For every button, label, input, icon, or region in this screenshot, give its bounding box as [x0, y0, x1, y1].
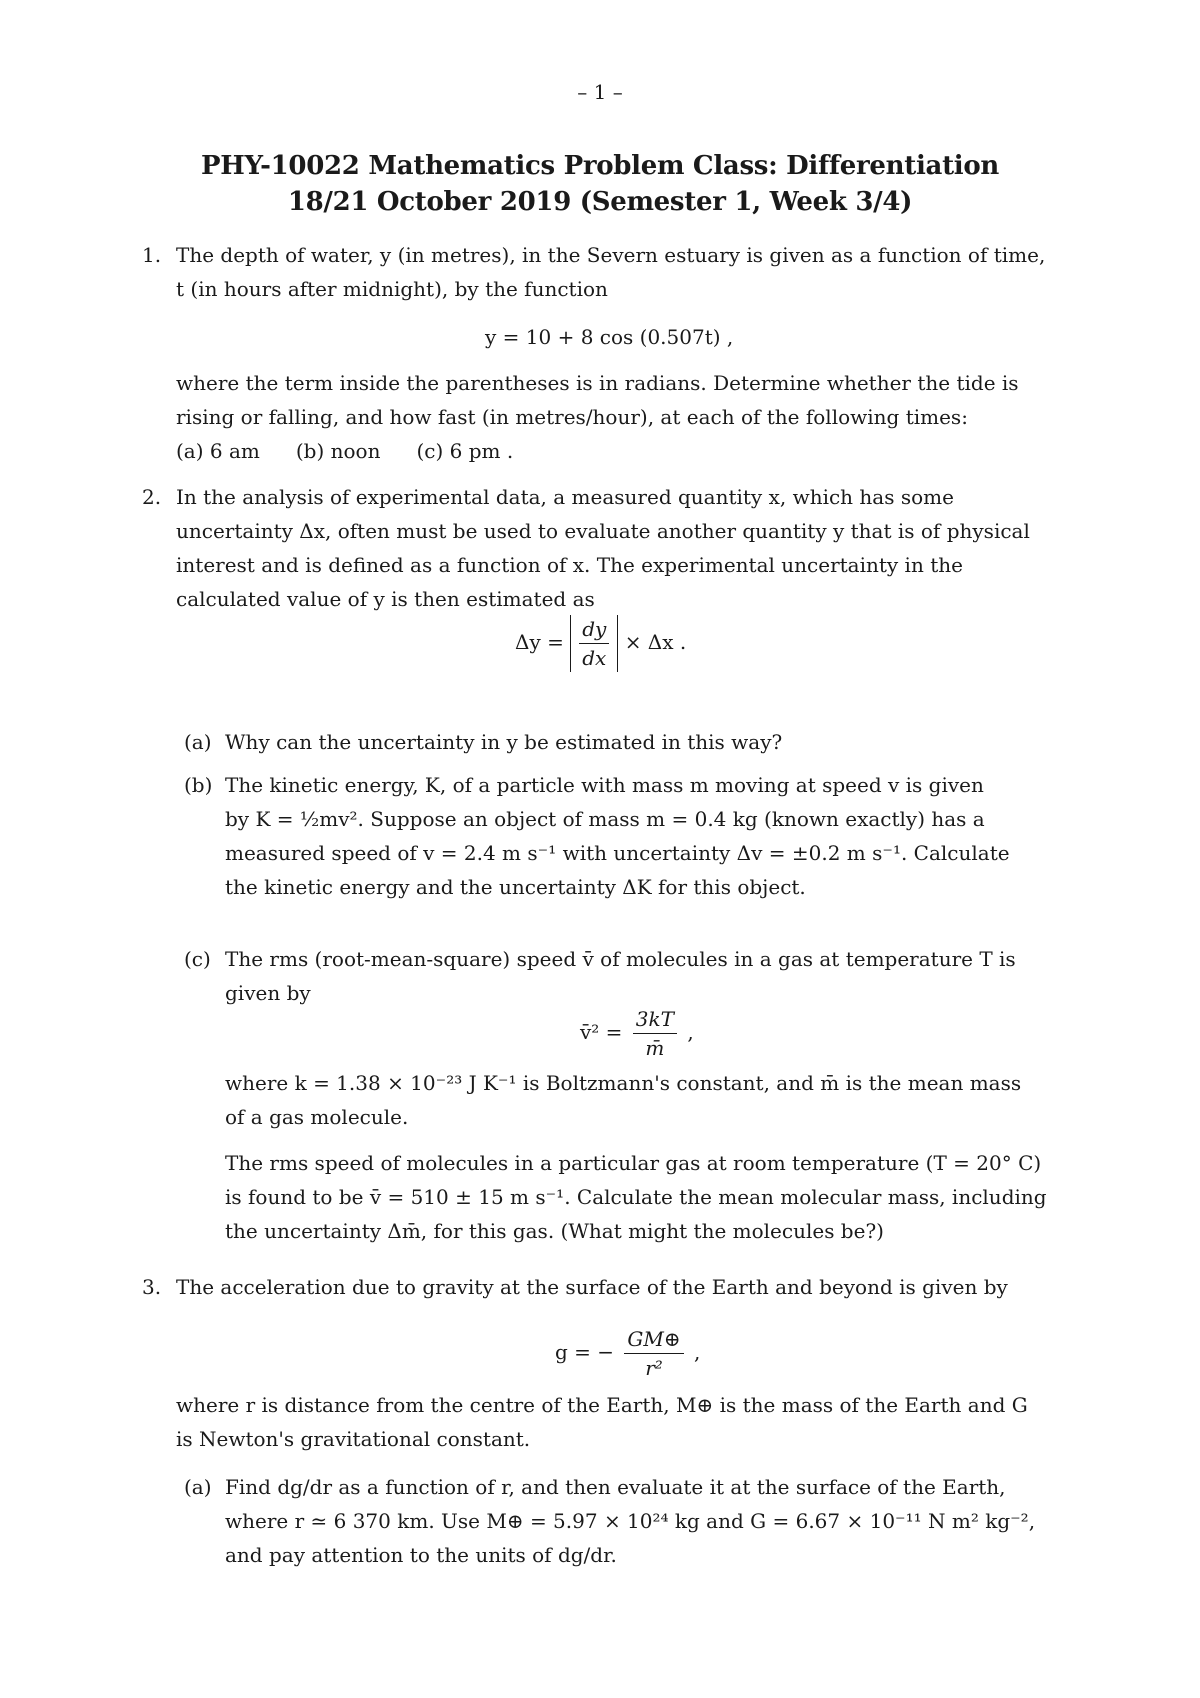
q2c-text: [225, 942, 1075, 1010]
q3-eq-lhs: g = −: [555, 1340, 615, 1364]
q2-equation: [515, 615, 686, 672]
q2c-line-2: given by: [225, 981, 311, 1005]
q2c-eq-fraction: [633, 1005, 677, 1062]
q3-eq-fraction: [624, 1325, 683, 1382]
q2c-line-6: is found to be v̄ = 510 ± 15 m s⁻¹. Calculate the mean molecular mass, including: [225, 1185, 1047, 1209]
q2c-line-7: the uncertainty Δm̄, for this gas. (What might the molecules be?): [225, 1219, 884, 1243]
q2-eq-fraction: [579, 615, 609, 672]
q2c-line-3: where k = 1.38 × 10⁻²³ J K⁻¹ is Boltzmann's constant, and m̄ is the mean mass: [225, 1071, 1022, 1095]
q3a-line-3: and pay attention to the units of dg/dr.: [225, 1543, 617, 1567]
q2a-label: (a): [184, 730, 212, 754]
q2-eq-denominator: dx: [582, 646, 607, 670]
q2b-text: [225, 768, 1075, 904]
q1-times: [176, 434, 1076, 468]
q1-time-a: (a) 6 am: [176, 439, 260, 463]
q1-line-3: where the term inside the parentheses is in radians. Determine whether the tide is: [176, 371, 1019, 395]
q2-eq-rhs: × Δx .: [624, 630, 687, 654]
q2b-line-3: measured speed of v = 2.4 m s⁻¹ with uncertainty Δv = ±0.2 m s⁻¹. Calculate: [225, 841, 1010, 865]
q1-line-1: The depth of water, y (in metres), in the Severn estuary is given as a function of time,: [176, 243, 1046, 267]
q2b-line-4: the kinetic energy and the uncertainty ΔK for this object.: [225, 875, 806, 899]
q1-time-c: (c) 6 pm .: [416, 439, 514, 463]
q3a-line-1: Find dg/dr as a function of r, and then evaluate it at the surface of the Earth,: [225, 1475, 1006, 1499]
q2c-eq-numerator: 3kT: [633, 1005, 677, 1034]
q2b-line-1: The kinetic energy, K, of a particle with mass m moving at speed v is given: [225, 773, 984, 797]
title-line-2: 18/21 October 2019 (Semester 1, Week 3/4): [287, 187, 913, 217]
q3a-text: [225, 1470, 1075, 1572]
q2c-line-1: The rms (root-mean-square) speed v̄ of molecules in a gas at temperature T is: [225, 947, 1016, 971]
q1-equation: y = 10 + 8 cos (0.507t) ,: [485, 325, 734, 349]
q1-line-2: t (in hours after midnight), by the function: [176, 277, 608, 301]
q2-line-3: interest and is defined as a function of x. The experimental uncertainty in the: [176, 553, 963, 577]
q3-equation: [555, 1325, 700, 1382]
question-3-text-cont: [176, 1388, 1076, 1456]
question-3-number: 3.: [142, 1275, 162, 1299]
question-1-text: [176, 238, 1076, 306]
q2-eq-lhs: Δy =: [515, 630, 564, 654]
question-2-number: 2.: [142, 485, 162, 509]
q2c-eq-end: ,: [687, 1020, 694, 1044]
q3-eq-numerator: GM⊕: [624, 1325, 683, 1354]
question-3-text: The acceleration due to gravity at the surface of the Earth and beyond is given by: [176, 1275, 1008, 1299]
q3-line-3: is Newton's gravitational constant.: [176, 1427, 531, 1451]
page-number: – 1 –: [577, 80, 623, 104]
q2b-label: (b): [184, 773, 213, 797]
q2c-label: (c): [184, 947, 211, 971]
question-1-text-cont: [176, 366, 1076, 468]
q2-eq-numerator: dy: [579, 615, 609, 644]
q2c-eq-denominator: m̄: [645, 1036, 665, 1060]
q2c-line-5: The rms speed of molecules in a particular gas at room temperature (T = 20° C): [225, 1151, 1042, 1175]
q2c-text-cont: [225, 1066, 1075, 1134]
q2-line-1: In the analysis of experimental data, a measured quantity x, which has some: [176, 485, 954, 509]
q2-eq-abs: [570, 615, 618, 672]
q2c-line-4: of a gas molecule.: [225, 1105, 409, 1129]
q1-line-4: rising or falling, and how fast (in metres/hour), at each of the following times:: [176, 405, 968, 429]
q2a-text: Why can the uncertainty in y be estimated in this way?: [225, 730, 783, 754]
q3-eq-end: ,: [693, 1340, 701, 1364]
q3-eq-denominator: r²: [645, 1356, 663, 1380]
q2-line-2: uncertainty Δx, often must be used to evaluate another quantity y that is of physical: [176, 519, 1030, 543]
question-2-text: [176, 480, 1076, 616]
q2c-eq-lhs: v̄² =: [580, 1020, 623, 1044]
q2-line-4: calculated value of y is then estimated as: [176, 587, 595, 611]
title-line-1: PHY-10022 Mathematics Problem Class: Differentiation: [200, 151, 1000, 181]
q3-line-2: where r is distance from the centre of the Earth, M⊕ is the mass of the Earth and G: [176, 1393, 1028, 1417]
q3a-label: (a): [184, 1475, 212, 1499]
q2b-line-2: by K = ½mv². Suppose an object of mass m = 0.4 kg (known exactly) has a: [225, 807, 985, 831]
q1-time-b: (b) noon: [295, 439, 381, 463]
q2c-equation: [580, 1005, 694, 1062]
q2c-text-para2: [225, 1146, 1075, 1248]
q3a-line-2: where r ≃ 6 370 km. Use M⊕ = 5.97 × 10²⁴ kg and G = 6.67 × 10⁻¹¹ N m² kg⁻²,: [225, 1509, 1036, 1533]
page-title: [0, 148, 1200, 220]
question-1-number: 1.: [142, 243, 162, 267]
